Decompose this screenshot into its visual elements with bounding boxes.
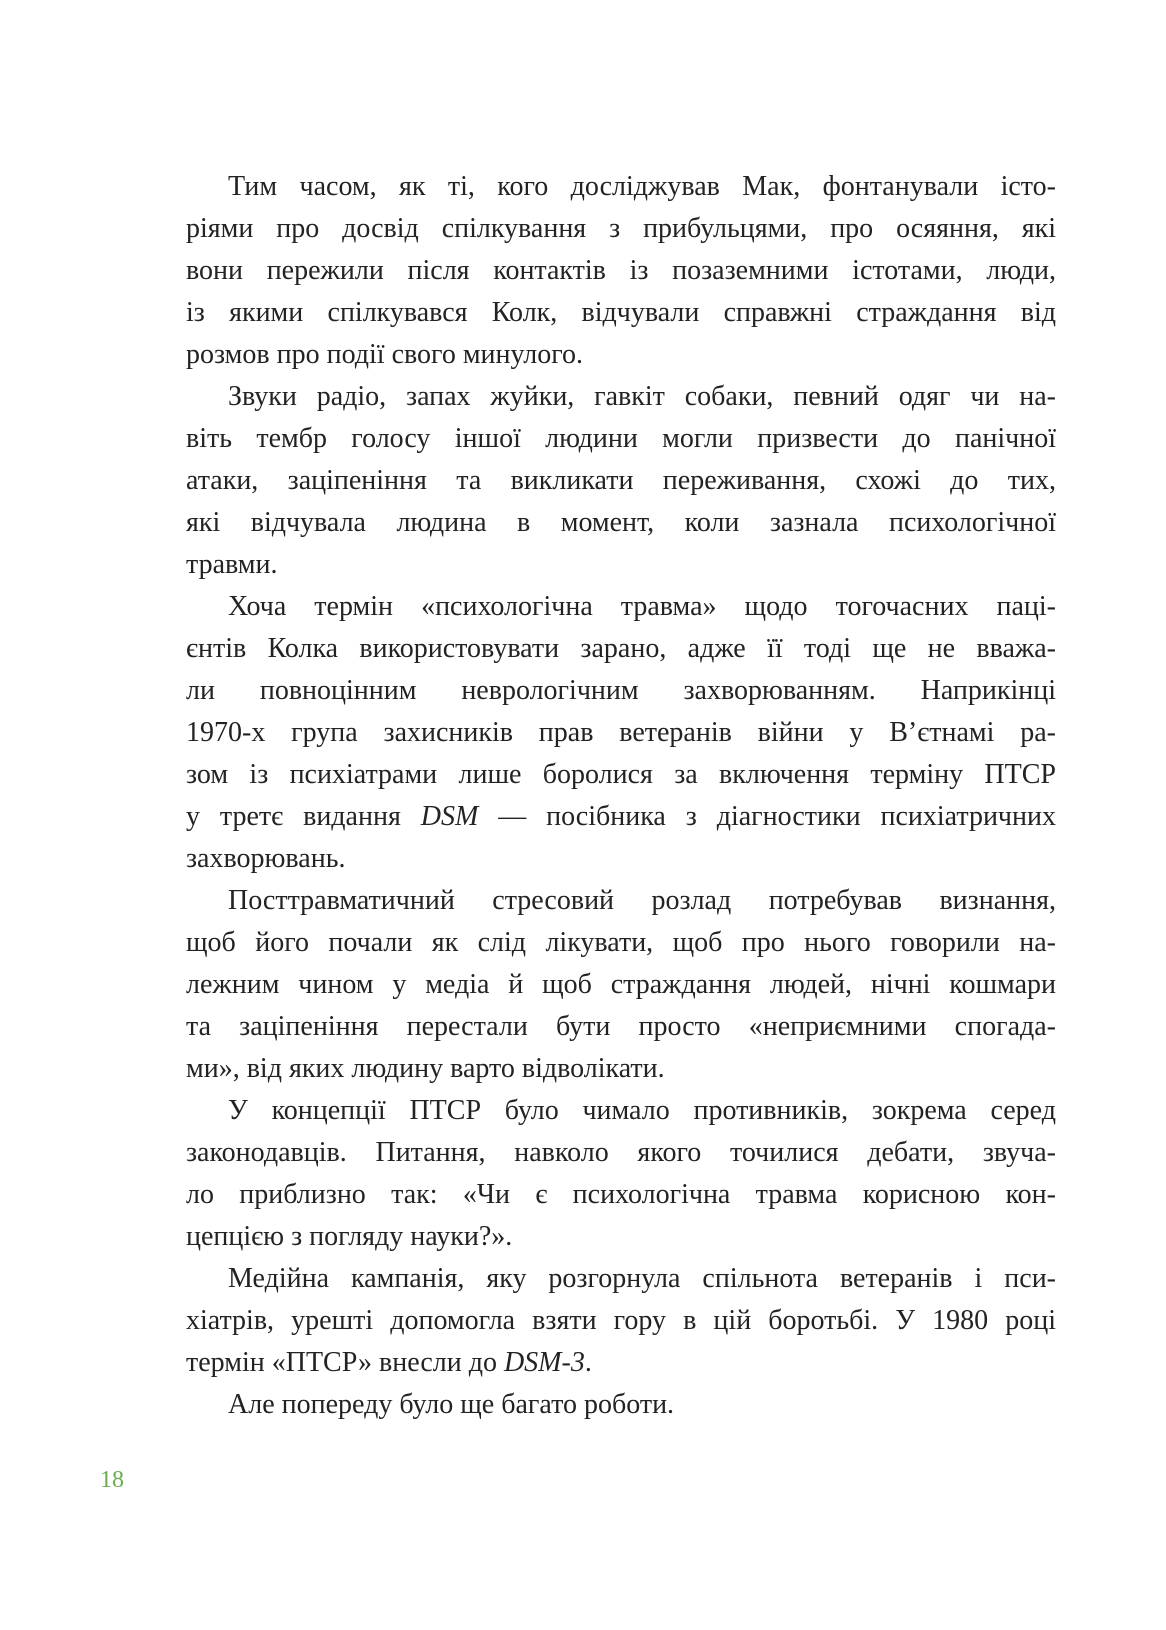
text-line — [186, 1006, 1056, 1048]
text-line — [186, 502, 1056, 544]
text-segment: ли повноцінним неврологічним захворюванням. Наприкінці — [186, 675, 1056, 706]
text-line — [186, 670, 1056, 712]
text-segment: травми. — [186, 549, 278, 580]
text-segment: У концепції ПТСР було чимало противників, зокрема серед — [228, 1095, 1056, 1126]
text-line — [186, 754, 1056, 796]
text-segment: Хоча термін «психологічна травма» щодо тогочасних паці- — [228, 591, 1056, 622]
text-segment: — посібника з діагностики психіатричних — [478, 801, 1056, 832]
italic-text: DSM — [420, 801, 479, 832]
text-line — [186, 1132, 1056, 1174]
text-line — [186, 1384, 1056, 1426]
paragraph — [186, 166, 1056, 376]
text-line — [186, 712, 1056, 754]
text-line — [186, 838, 1056, 880]
text-line — [186, 880, 1056, 922]
paragraph — [186, 880, 1056, 1090]
text-line — [186, 1048, 1056, 1090]
text-segment: 1970-х група захисників прав ветеранів війни у В’єтнамі ра- — [186, 717, 1056, 748]
page-number: 18 — [100, 1467, 124, 1493]
text-segment: захворювань. — [186, 843, 346, 874]
text-segment: Тим часом, як ті, кого досліджував Мак, фонтанували істо- — [228, 171, 1056, 202]
text-line — [186, 250, 1056, 292]
text-segment: ріями про досвід спілкування з прибульцями, про осяяння, які — [186, 213, 1056, 244]
text-segment: які відчувала людина в момент, коли зазнала психологічної — [186, 507, 1056, 538]
text-segment: Але попереду було ще багато роботи. — [228, 1389, 675, 1420]
text-segment: вони пережили після контактів із позаземними істотами, люди, — [186, 255, 1056, 286]
text-segment: цепцією з погляду науки?». — [186, 1221, 513, 1252]
text-line — [186, 1258, 1056, 1300]
text-segment: . — [584, 1347, 592, 1378]
text-line — [186, 166, 1056, 208]
text-line — [186, 1174, 1056, 1216]
text-segment: щоб його почали як слід лікувати, щоб про нього говорили на- — [186, 927, 1056, 958]
text-line — [186, 418, 1056, 460]
paragraph — [186, 1258, 1056, 1384]
text-segment: із якими спілкувався Колк, відчували справжні страждання від — [186, 297, 1056, 328]
text-line — [186, 1090, 1056, 1132]
text-segment: у третє видання — [186, 801, 421, 832]
text-segment: ло приблизно так: «Чи є психологічна травма корисною кон- — [186, 1179, 1056, 1210]
text-line — [186, 376, 1056, 418]
text-segment: Медійна кампанія, яку розгорнула спільнота ветеранів і пси- — [228, 1263, 1056, 1294]
text-line — [186, 796, 1056, 838]
text-segment: єнтів Колка використовувати зарано, адже її тоді ще не вважа- — [186, 633, 1056, 664]
text-segment: та заціпеніння перестали бути просто «неприємними спогада- — [186, 1011, 1056, 1042]
text-line — [186, 628, 1056, 670]
text-line — [186, 964, 1056, 1006]
text-segment: атаки, заціпеніння та викликати переживання, схожі до тих, — [186, 465, 1056, 496]
text-line — [186, 1300, 1056, 1342]
paragraph — [186, 1384, 1056, 1426]
text-segment: термін «ПТСР» внесли до — [186, 1347, 504, 1378]
text-line — [186, 1342, 1056, 1384]
text-segment: зом із психіатрами лише боролися за включення терміну ПТСР — [186, 759, 1056, 790]
page-text — [186, 166, 1056, 1426]
paragraph — [186, 376, 1056, 586]
text-segment: розмов про події свого минулого. — [186, 339, 584, 370]
text-line — [186, 460, 1056, 502]
text-segment: законодавців. Питання, навколо якого точилися дебати, звуча- — [186, 1137, 1056, 1168]
text-segment: Звуки радіо, запах жуйки, гавкіт собаки, певний одяг чи на- — [228, 381, 1056, 412]
text-line — [186, 208, 1056, 250]
paragraph — [186, 1090, 1056, 1258]
text-line — [186, 544, 1056, 586]
italic-text: DSM-3 — [503, 1347, 585, 1378]
text-line — [186, 292, 1056, 334]
text-segment: лежним чином у медіа й щоб страждання людей, нічні кошмари — [186, 969, 1056, 1000]
text-segment: ми», від яких людину варто відволікати. — [186, 1053, 665, 1084]
text-line — [186, 334, 1056, 376]
text-line — [186, 1216, 1056, 1258]
text-line — [186, 586, 1056, 628]
paragraph — [186, 586, 1056, 880]
text-segment: Посттравматичний стресовий розлад потребував визнання, — [228, 885, 1056, 916]
text-segment: хіатрів, урешті допомогла взяти гору в цій боротьбі. У 1980 році — [186, 1305, 1056, 1336]
text-line — [186, 922, 1056, 964]
text-segment: віть тембр голосу іншої людини могли призвести до панічної — [186, 423, 1056, 454]
